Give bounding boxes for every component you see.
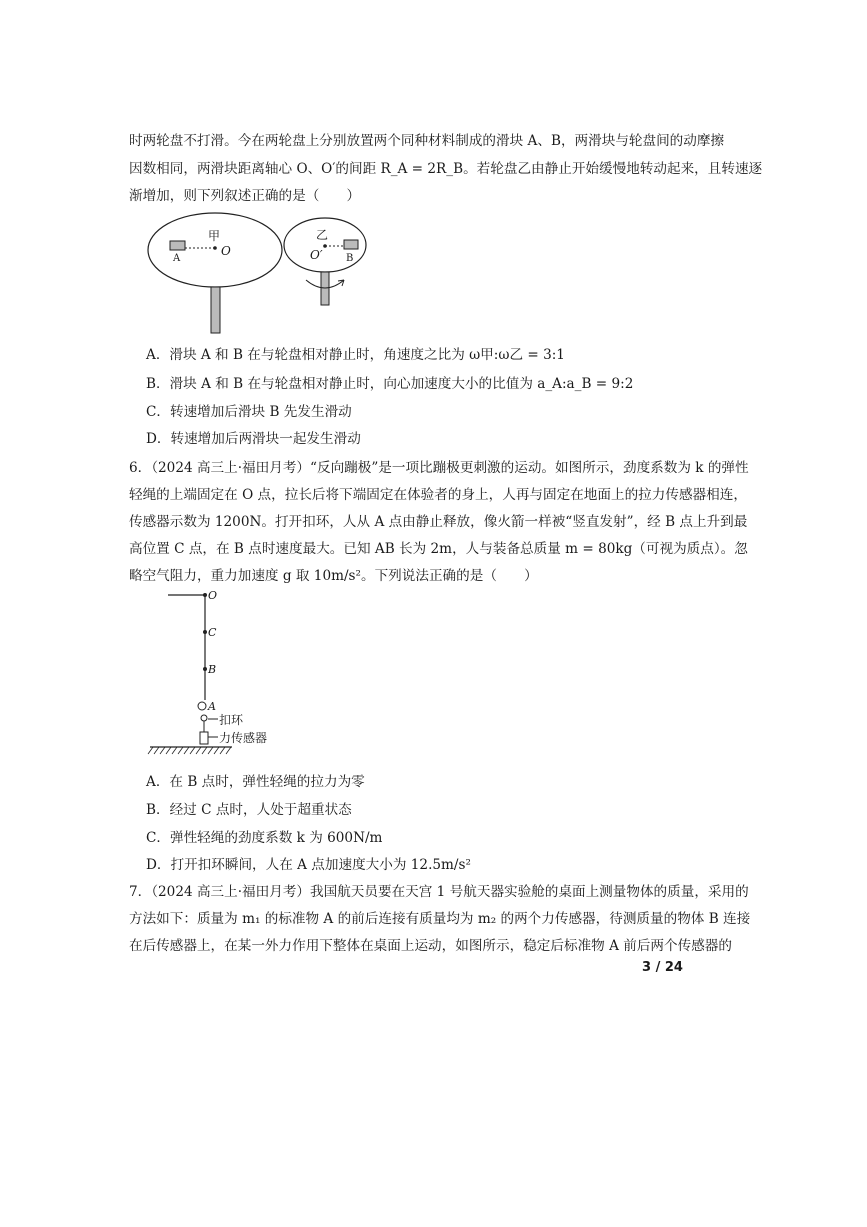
q5-line-1: 时两轮盘不打滑。今在两轮盘上分别放置两个同种材料制成的滑块 A、B，两滑块与轮盘间的动摩擦	[129, 133, 725, 149]
label-a: A	[173, 253, 181, 264]
point-o	[203, 593, 207, 597]
label-b: B	[208, 663, 217, 676]
q6-line-4: 高位置 C 点，在 B 点时速度最大。已知 AB 长为 2m，人与装备总质量 m = 80kg（可视为质点）。忽	[129, 541, 748, 557]
q6-line-3: 传感器示数为 1200N。打开扣环，人从 A 点由静止释放，像火箭一样被“竖直发射”，经 B 点上升到最	[129, 514, 748, 530]
person-icon	[198, 702, 206, 710]
q6-line-5: 略空气阻力，重力加速度 g 取 10m/s²。下列说法正确的是（ ）	[129, 568, 538, 584]
bungee-figure	[145, 587, 285, 762]
axis-o2	[323, 244, 327, 248]
page-number: 3 / 24	[642, 960, 683, 975]
sensor-box	[200, 732, 208, 744]
label-o: O	[221, 244, 231, 258]
q6-option-a: A．在 B 点时，弹性轻绳的拉力为零	[146, 774, 365, 790]
label-c: C	[208, 626, 217, 639]
q5-line-3: 渐增加，则下列叙述正确的是（ ）	[129, 188, 361, 204]
q5-option-b: B．滑块 A 和 B 在与轮盘相对静止时，向心加速度大小的比值为 a_A:a_B = 9:2	[146, 376, 634, 392]
q6-line-1: 6．（2024 高三上·福田月考）“反向蹦极”是一项比蹦极更刺激的运动。如图所示，劲度系数为 k 的弹性	[129, 460, 749, 476]
block-b	[344, 240, 358, 249]
label-jia: 甲	[208, 229, 221, 243]
q6-option-c: C．弹性轻绳的劲度系数 k 为 600N/m	[146, 830, 383, 846]
q7-line-2: 方法如下：质量为 m₁ 的标准物 A 的前后连接有质量均为 m₂ 的两个力传感器，待测质量的物体 B 连接	[129, 911, 751, 927]
label-yi: 乙	[316, 228, 329, 242]
q6-option-b: B．经过 C 点时，人处于超重状态	[146, 802, 352, 818]
label-sensor: 力传感器	[219, 731, 268, 745]
q7-line-3: 在后传感器上，在某一外力作用下整体在桌面上运动，如图所示，稳定后标准物 A 前后两个传感器的	[129, 938, 732, 954]
q5-option-a: A．滑块 A 和 B 在与轮盘相对静止时，角速度之比为 ω甲:ω乙 = 3:1	[146, 347, 565, 363]
q5-line-2: 因数相同，两滑块距离轴心 O、O′的间距 R_A = 2R_B。若轮盘乙由静止开始缓慢地转动起来，且转速逐	[129, 161, 763, 177]
wheels-figure	[140, 208, 380, 338]
q6-line-2: 轻绳的上端固定在 O 点，拉长后将下端固定在体验者的身上，人再与固定在地面上的拉力传感器相连，	[129, 487, 747, 503]
point-c	[203, 630, 207, 634]
label-a: A	[208, 700, 216, 713]
label-b: B	[346, 253, 354, 264]
block-a	[170, 241, 185, 250]
q7-line-1: 7．（2024 高三上·福田月考）我国航天员要在天宫 1 号航天器实验舱的桌面上测量物体的质量，采用的	[129, 884, 749, 900]
label-o2: O′	[310, 248, 323, 262]
axis-o	[213, 246, 217, 250]
label-o: O	[208, 589, 218, 602]
point-b	[203, 667, 207, 671]
ground-hatch	[148, 747, 231, 754]
q6-option-d: D．打开扣环瞬间，人在 A 点加速度大小为 12.5m/s²	[146, 857, 471, 873]
label-ring: 扣环	[219, 713, 244, 727]
ring-icon	[201, 715, 207, 721]
shaft-jia	[211, 287, 220, 333]
wheel-jia	[148, 213, 282, 287]
q5-option-d: D．转速增加后两滑块一起发生滑动	[146, 431, 361, 447]
q5-option-c: C．转速增加后滑块 B 先发生滑动	[146, 404, 352, 420]
